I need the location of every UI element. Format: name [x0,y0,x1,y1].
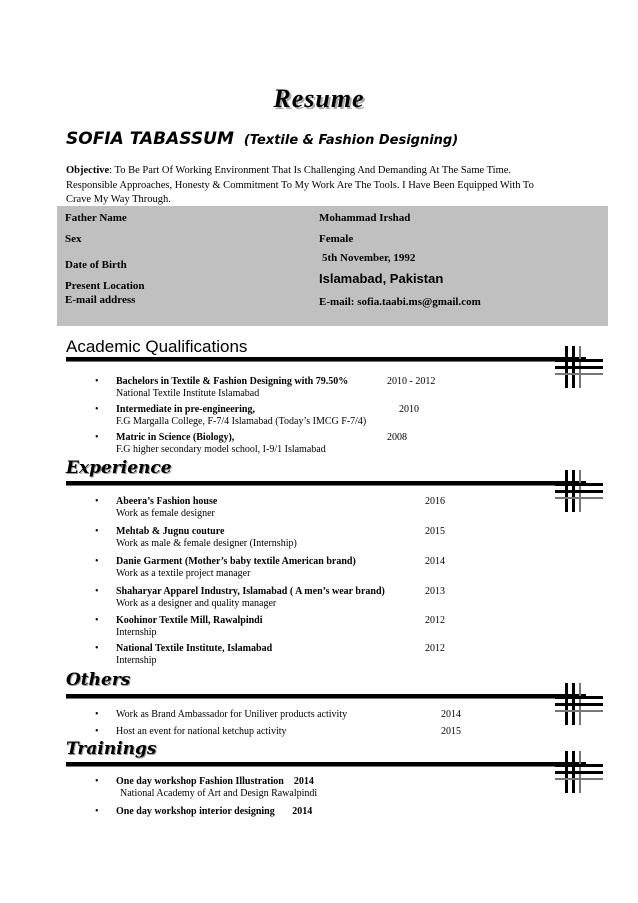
bullet: • [95,432,99,443]
father-label: Father Name [65,212,127,224]
academic-item [116,404,496,428]
academic-title: Bachelors in Textile & Fashion Designing with 79.50% [116,376,349,387]
training-item [116,776,317,800]
bullet: • [95,643,99,654]
experience-title: Shaharyar Apparel Industry, Islamabad ( A men’s wear brand) [116,586,385,597]
academic-year: 2008 [387,432,407,443]
trainings-rule [66,762,586,767]
academic-item [116,432,496,456]
academic-detail: National Textile Institute Islamabad [116,388,260,399]
experience-title: Abeera’s Fashion house [116,496,218,507]
name-text: SOFIA TABASSUM [66,129,234,149]
father-value: Mohammad Irshad [319,212,411,224]
hash-ornament-icon [555,683,603,725]
bullet: • [95,806,99,817]
bullet: • [95,496,99,507]
academic-rule [66,357,586,362]
academic-item [116,376,496,400]
location-label: Present Location [65,280,145,292]
trainings-heading: Trainings [66,739,157,759]
email-label: E-mail address [65,294,136,306]
dob-label: Date of Birth [65,259,127,271]
experience-detail: Internship [116,627,157,638]
bullet: • [95,556,99,567]
others-year: 2014 [441,709,461,720]
experience-year: 2014 [425,556,445,567]
experience-detail: Work as female designer [116,508,215,519]
bullet: • [95,726,99,737]
others-heading: Others [66,670,131,690]
objective-line-2: Responsible Approaches, Honesty & Commitment To My Work Are The Tools. I Have Been Equipped With To [66,179,534,191]
bullet: • [95,376,99,387]
location-value: Islamabad, Pakistan [319,271,444,286]
experience-detail: Work as a textile project manager [116,568,251,579]
experience-title: Koohinor Textile Mill, Rawalpindi [116,615,263,626]
others-year: 2015 [441,726,461,737]
academic-year: 2010 - 2012 [387,376,436,387]
experience-heading: Experience [66,458,172,478]
academic-detail: F.G higher secondary model school, I-9/1 Islamabad [116,444,326,455]
hash-ornament-icon [555,751,603,793]
academic-title: Intermediate in pre-engineering, [116,404,255,415]
training-title: One day workshop interior designing [116,806,275,817]
training-item [116,806,312,818]
objective-label: Objective [66,165,110,176]
bullet: • [95,404,99,415]
others-text: Host an event for national ketchup activity [116,726,287,737]
personal-info-box [57,206,608,326]
others-rule [66,694,586,699]
bullet: • [95,776,99,787]
experience-year: 2013 [425,586,445,597]
hash-ornament-icon [555,470,603,512]
candidate-name [66,129,458,149]
bullet: • [95,709,99,720]
training-year: 2014 [292,806,313,817]
academic-heading: Academic Qualifications [66,337,248,356]
bullet: • [95,526,99,537]
sex-value: Female [319,233,354,245]
objective-line-3: Crave My Way Through. [66,194,171,205]
experience-year: 2015 [425,526,445,537]
email-value: E-mail: sofia.taabi.ms@gmail.com [319,296,481,308]
bullet: • [95,615,99,626]
experience-item [116,496,426,520]
hash-ornament-icon [555,346,603,388]
experience-title: Mehtab & Jugnu couture [116,526,225,537]
training-year: 2014 [293,776,314,787]
dob-value: 5th November, 1992 [322,252,416,264]
experience-year: 2012 [425,615,445,626]
experience-year: 2016 [425,496,445,507]
experience-item [116,556,426,580]
experience-item [116,586,426,610]
experience-detail: Internship [116,655,157,666]
objective-line-1: : To Be Part Of Working Environment That Is Challenging And Demanding At The Same Time. [109,165,512,176]
experience-item [116,615,426,639]
experience-year: 2012 [425,643,445,654]
experience-item [116,526,426,550]
training-detail: National Academy of Art and Design Rawalpindi [120,788,318,799]
experience-item [116,643,426,667]
experience-detail: Work as male & female designer (Internship) [116,538,297,549]
experience-rule [66,481,586,486]
objective [66,164,566,208]
resume-title: Resume [273,84,365,113]
academic-title: Matric in Science (Biology), [116,432,235,443]
others-text: Work as Brand Ambassador for Uniliver products activity [116,709,348,720]
name-subtitle: (Textile & Fashion Designing) [243,133,459,148]
sex-label: Sex [65,233,82,245]
experience-title: National Textile Institute, Islamabad [116,643,273,654]
academic-year: 2010 [399,404,419,415]
bullet: • [95,586,99,597]
academic-detail: F.G Margalla College, F-7/4 Islamabad (Today’s IMCG F-7/4) [116,416,367,427]
experience-title: Danie Garment (Mother’s baby textile American brand) [116,556,356,567]
training-title: One day workshop Fashion Illustration [116,776,284,787]
experience-detail: Work as a designer and quality manager [116,598,277,609]
